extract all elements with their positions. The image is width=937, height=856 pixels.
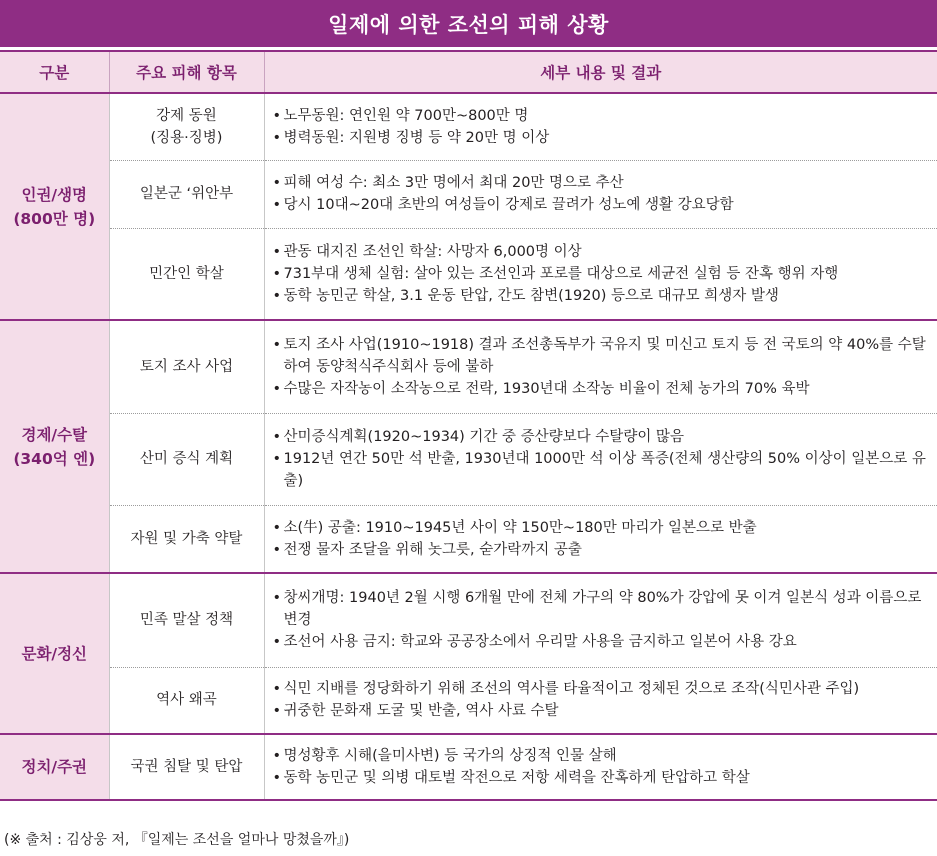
source-note: (※ 출처 : 김상웅 저, 『일제는 조선을 얼마나 망쳤을까』) (4, 832, 350, 848)
detail-bullet: • 동학 농민군 및 의병 대토벌 작전으로 저항 세력을 잔혹하게 탄압하고 학살 (273, 767, 930, 789)
detail-bullet: • 피해 여성 수: 최소 3만 명에서 최대 20만 명으로 추산 (273, 172, 930, 194)
detail-cell (264, 505, 937, 573)
category-sub-label: (340억 엔) (13, 449, 96, 468)
detail-bullet: • 조선어 사용 금지: 학교와 공공장소에서 우리말 사용을 금지하고 일본어 사용 강요 (273, 631, 930, 653)
table-row (0, 573, 937, 667)
detail-bullet: • 1912년 연간 50만 석 반출, 1930년대 1000만 석 이상 폭증(전체 생산량의 50% 이상이 일본으로 유출) (273, 448, 930, 492)
category-economy (0, 320, 109, 573)
table-row (0, 320, 937, 413)
table-row (0, 228, 937, 320)
detail-cell (264, 228, 937, 320)
table-row (0, 413, 937, 505)
header-detail: 세부 내용 및 결과 (264, 51, 937, 93)
detail-cell (264, 573, 937, 667)
detail-cell (264, 160, 937, 228)
item-rice-production-plan (109, 413, 264, 505)
detail-bullet: • 전쟁 물자 조달을 위해 놋그릇, 숟가락까지 공출 (273, 539, 930, 561)
category-culture (0, 573, 109, 734)
category-label: 문화/정신 (21, 644, 88, 663)
detail-bullet: • 명성황후 시해(을미사변) 등 국가의 상징적 인물 살해 (273, 745, 930, 767)
detail-bullet: • 당시 10대~20대 초반의 여성들이 강제로 끌려가 성노예 생활 강요당함 (273, 194, 930, 216)
category-politics (0, 734, 109, 800)
detail-cell (264, 734, 937, 800)
item-sovereignty-seizure (109, 734, 264, 800)
item-label: 강제 동원 (156, 107, 217, 124)
detail-bullet: • 동학 농민군 학살, 3.1 운동 탄압, 간도 참변(1920) 등으로 대규모 희생자 발생 (273, 285, 930, 307)
item-label: 국권 침탈 및 탄압 (130, 759, 243, 775)
table-row (0, 667, 937, 734)
category-human-rights (0, 93, 109, 320)
table-row (0, 505, 937, 573)
detail-cell (264, 320, 937, 413)
item-land-survey (109, 320, 264, 413)
category-label: 인권/생명 (21, 185, 88, 204)
item-resource-plunder (109, 505, 264, 573)
table-row (0, 93, 937, 160)
item-label: 민간인 학살 (149, 265, 224, 282)
damage-table (0, 50, 937, 801)
category-label: 경제/수탈 (21, 425, 88, 444)
detail-cell (264, 93, 937, 160)
detail-bullet: • 토지 조사 사업(1910~1918) 결과 조선총독부가 국유지 및 미신고 토지 등 전 국토의 약 40%를 수탈하여 동양척식주식회사 등에 불하 (273, 334, 930, 378)
detail-cell (264, 667, 937, 734)
detail-bullet: • 731부대 생체 실험: 살아 있는 조선인과 포로를 대상으로 세균전 실험 등 잔혹 행위 자행 (273, 263, 930, 285)
table-header-row (0, 51, 937, 93)
detail-bullet: • 창씨개명: 1940년 2월 시행 6개월 만에 전체 가구의 약 80%가 강압에 못 이겨 일본식 성과 이름으로 변경 (273, 587, 930, 631)
category-label: 정치/주권 (21, 758, 88, 776)
table-row (0, 734, 937, 800)
item-civilian-massacre (109, 228, 264, 320)
detail-cell (264, 413, 937, 505)
item-forced-mobilization (109, 93, 264, 160)
detail-bullet: • 관동 대지진 조선인 학살: 사망자 6,000명 이상 (273, 241, 930, 263)
item-label: 역사 왜곡 (156, 692, 217, 709)
table-row (0, 160, 937, 228)
item-sub-label: (징용·징병) (150, 129, 223, 146)
detail-bullet: • 노무동원: 연인원 약 700만~800만 명 (273, 105, 930, 127)
item-history-distortion (109, 667, 264, 734)
item-label: 일본군 ‘위안부 (139, 186, 234, 202)
detail-bullet: • 병력동원: 지원병 징병 등 약 20만 명 이상 (273, 127, 930, 149)
detail-bullet: • 수많은 자작농이 소작농으로 전락, 1930년대 소작농 비율이 전체 농가의 70% 육박 (273, 378, 930, 400)
detail-bullet: • 산미증식계획(1920~1934) 기간 중 증산량보다 수탈량이 많음 (273, 426, 930, 448)
item-comfort-women (109, 160, 264, 228)
item-ethnic-erasure (109, 573, 264, 667)
detail-bullet: • 소(牛) 공출: 1910~1945년 사이 약 150만~180만 마리가 일본으로 반출 (273, 517, 930, 539)
detail-bullet: • 식민 지배를 정당화하기 위해 조선의 역사를 타율적이고 정체된 것으로 조작(식민사관 주입) (273, 678, 930, 700)
detail-bullet: • 귀중한 문화재 도굴 및 반출, 역사 사료 수탈 (273, 700, 930, 722)
header-item: 주요 피해 항목 (109, 51, 264, 93)
category-sub-label: (800만 명) (13, 209, 96, 228)
header-category: 구분 (0, 51, 109, 93)
item-label: 자원 및 가축 약탈 (130, 530, 243, 547)
item-label: 산미 증식 계획 (139, 451, 234, 467)
item-label: 민족 말살 정책 (139, 612, 234, 629)
item-label: 토지 조사 사업 (139, 358, 234, 375)
table-title: 일제에 의한 조선의 피해 상황 (0, 0, 937, 47)
